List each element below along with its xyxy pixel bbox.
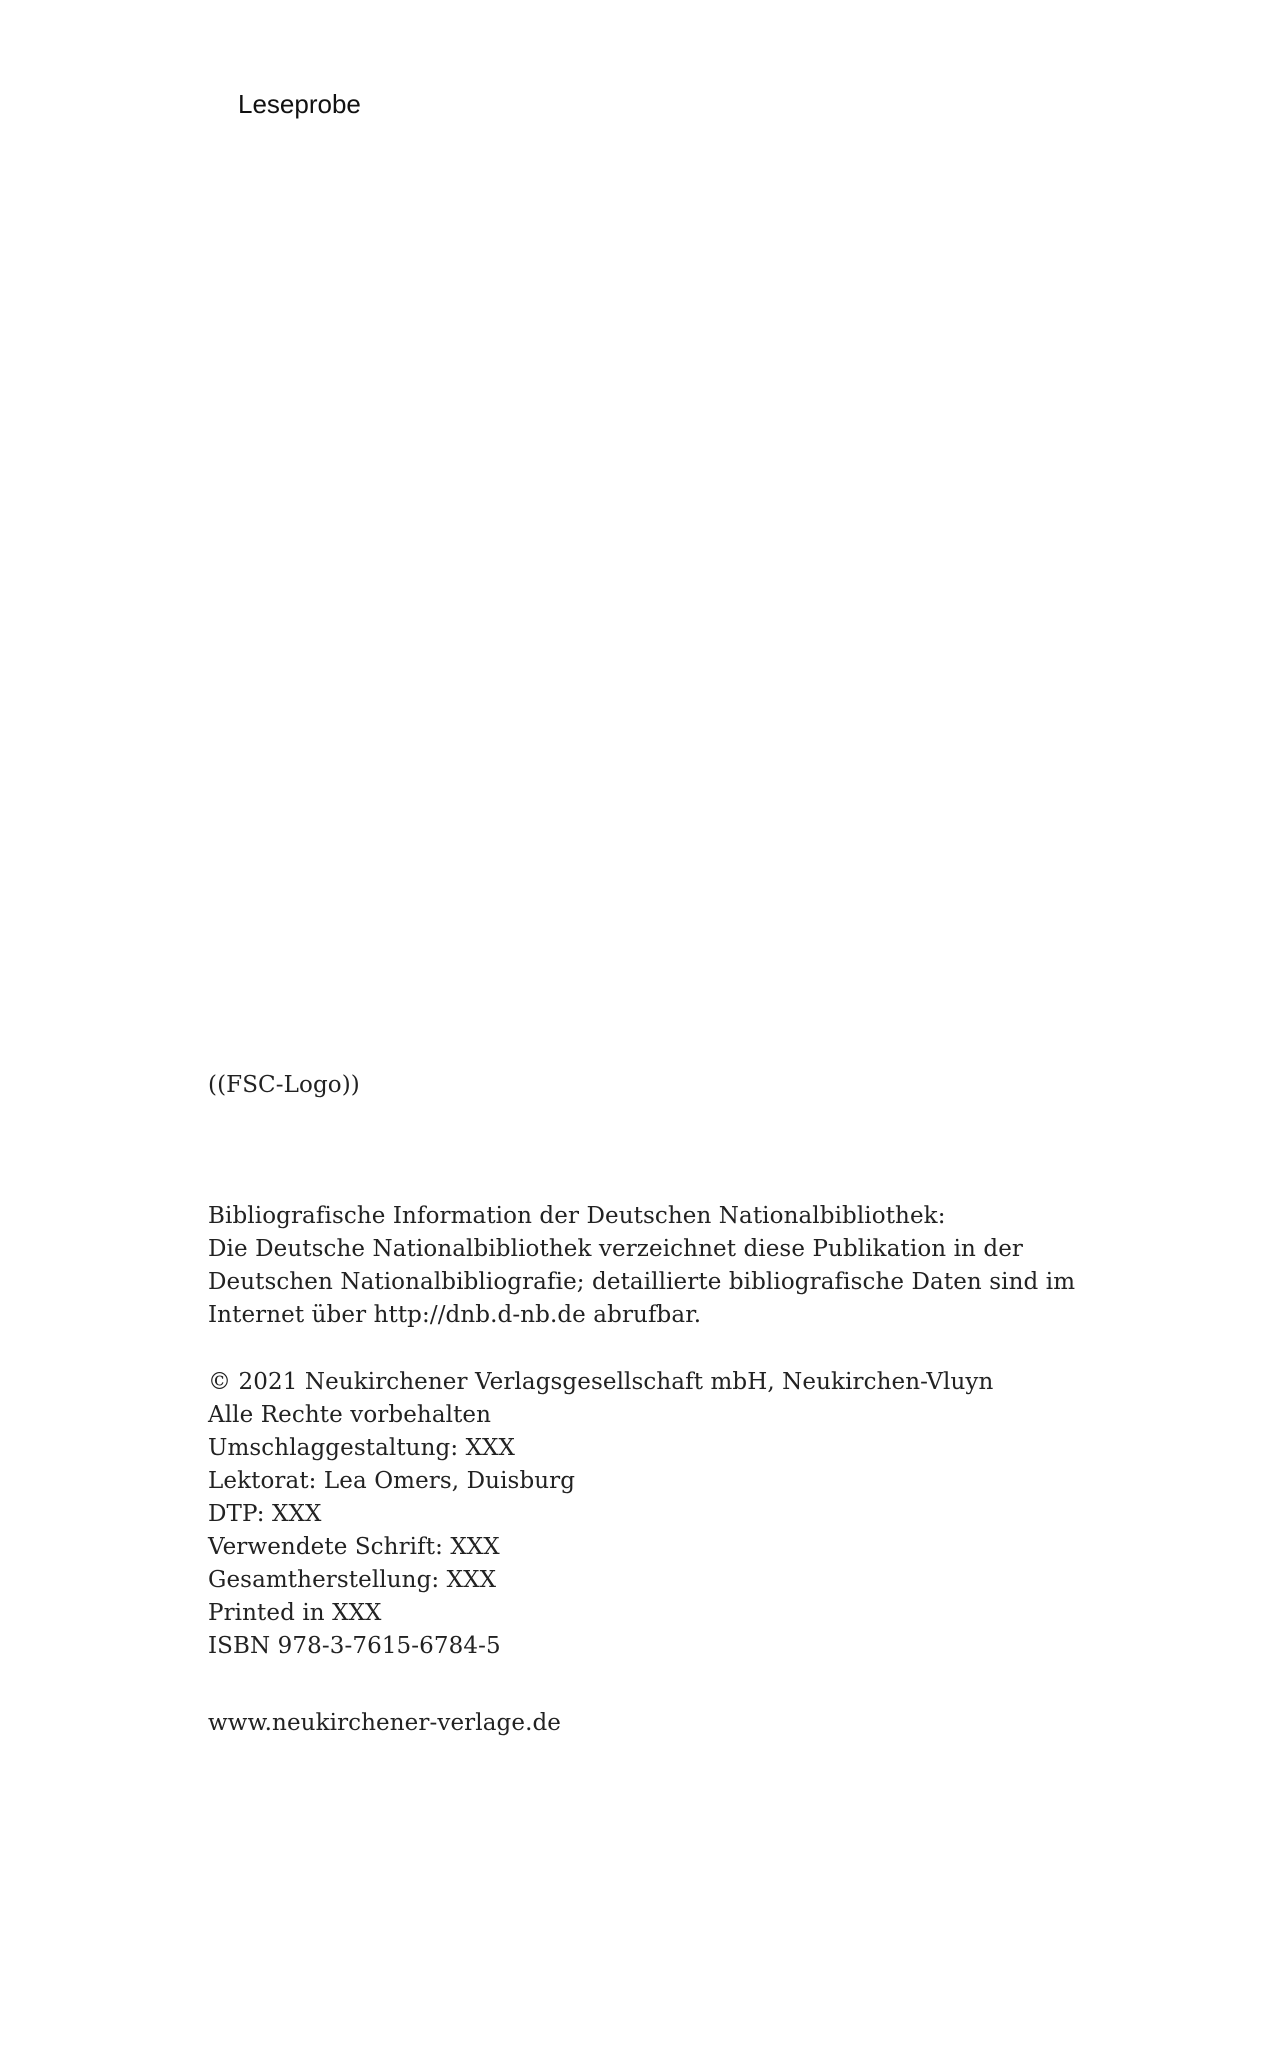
bib-info-line: Die Deutsche Nationalbibliothek verzeichnet diese Publikation in der — [208, 1236, 1024, 1262]
bibliographic-information — [208, 1200, 1108, 1332]
isbn: ISBN 978-3-7615-6784-5 — [208, 1633, 501, 1659]
copyright-notice: © 2021 Neukirchener Verlagsgesellschaft mbH, Neukirchen-Vluyn — [208, 1369, 994, 1395]
imprint-details — [208, 1366, 1108, 1663]
editing-credit: Lektorat: Lea Omers, Duisburg — [208, 1468, 576, 1494]
page-header-label: Leseprobe — [238, 89, 361, 119]
publisher-website: www.neukirchener-verlage.de — [208, 1710, 562, 1736]
production-credit: Gesamtherstellung: XXX — [208, 1567, 497, 1593]
rights-reserved: Alle Rechte vorbehalten — [208, 1402, 492, 1428]
dtp-credit: DTP: XXX — [208, 1501, 322, 1527]
fsc-logo-placeholder: ((FSC-Logo)) — [208, 1072, 360, 1098]
printed-in: Printed in XXX — [208, 1600, 382, 1626]
bib-info-line: Internet über http://dnb.d-nb.de abrufbar. — [208, 1302, 702, 1328]
bib-info-line: Bibliografische Information der Deutschen Nationalbibliothek: — [208, 1203, 946, 1229]
typeface-credit: Verwendete Schrift: XXX — [208, 1534, 500, 1560]
cover-design-credit: Umschlaggestaltung: XXX — [208, 1435, 516, 1461]
bib-info-line: Deutschen Nationalbibliografie; detaillierte bibliografische Daten sind im — [208, 1269, 1076, 1295]
